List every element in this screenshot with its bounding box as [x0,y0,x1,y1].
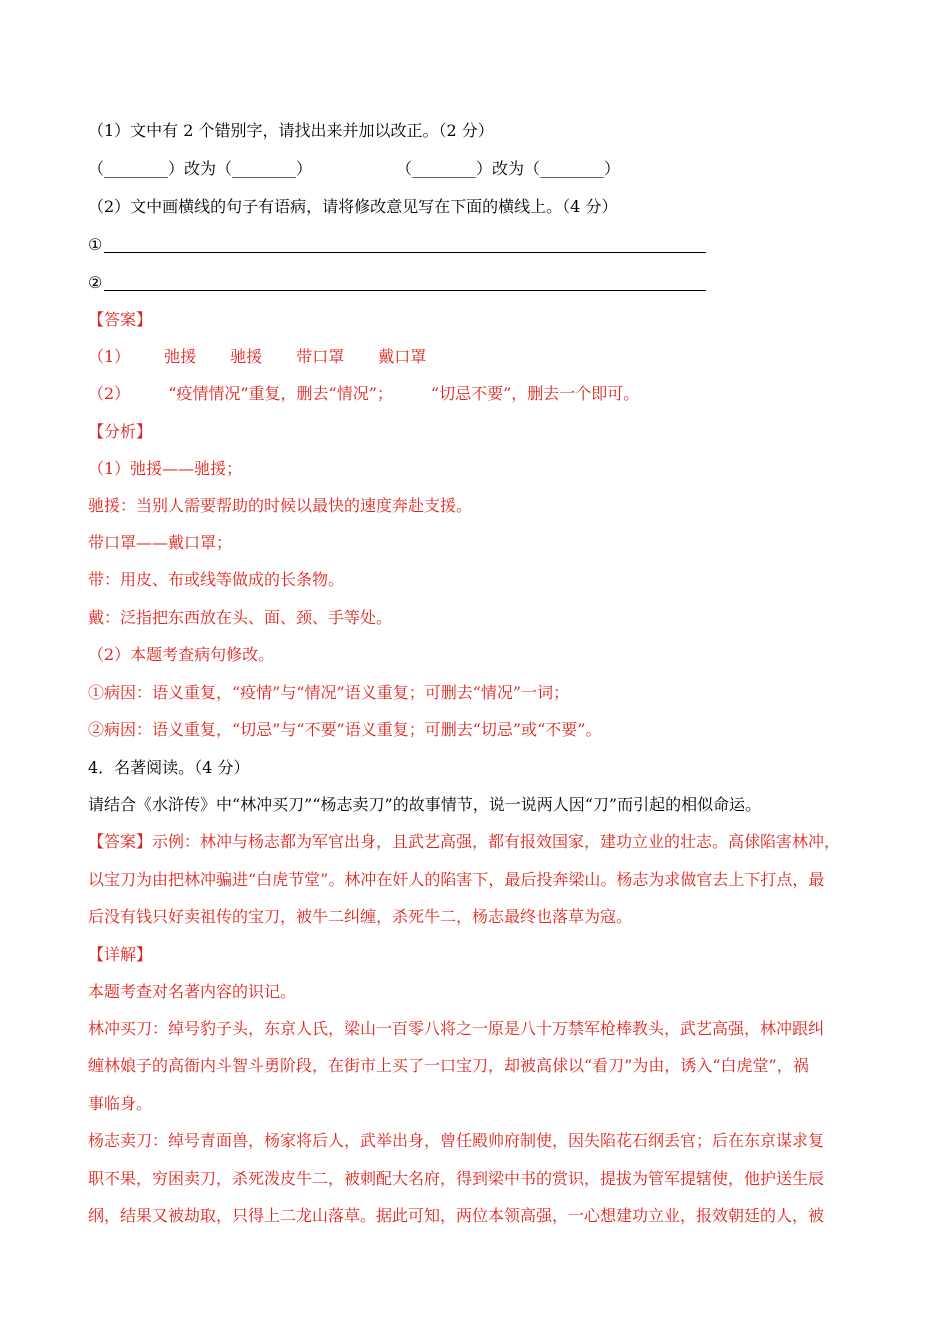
answer-line-1 [104,252,706,253]
answer3-line1 [88,346,426,368]
answer3-item: 带口罩 [296,347,345,366]
detail4-line: 林冲买刀：绰号豹子头，东京人氏，梁山一百零八将之一原是八十万禁军枪棒教头，武艺高强，林冲跟纠 [88,1019,825,1038]
detail4-line: 杨志卖刀：绰号青面兽，杨家将后人，武举出身，曾任殿帅府制使，因失陷花石纲丢官；后在东京谋求复 [88,1131,825,1150]
answer3-item: 戴口罩 [378,347,427,366]
analysis3-line: （2）本题考查病句修改。 [88,645,275,664]
detail4-line: 缠林娘子的高衙内斗智斗勇阶段，在街市上买了一口宝刀，却被高俅以“看刀”为由，诱入“白虎堂”，祸 [88,1056,809,1075]
analysis3-line: ①病因：语义重复，“疫情”与“情况”语义重复；可删去“情况”一词； [88,683,570,702]
answer3-heading: 【答案】 [88,310,153,329]
answer4-line: 后没有钱只好卖祖传的宝刀，被牛二纠缠，杀死牛二，杨志最终也落草为寇。 [88,907,633,926]
analysis3-line: ②病因：语义重复，“切忌”与“不要”语义重复；可删去“切忌”或“不要”。 [88,720,602,739]
answer3-item: 驰援 [230,347,263,366]
q4-prompt: 请结合《水浒传》中“林冲买刀”“杨志卖刀”的故事情节，说一说两人因“刀”而引起的相似命运。 [88,795,762,814]
q4-title: 4．名著阅读。（4 分） [88,758,250,777]
answer4-line: 【答案】示例：林冲与杨志都为军官出身，且武艺高强，都有报效国家，建功立业的壮志。高俅陷害林冲， [88,832,841,851]
detail4-line: 职不果，穷困卖刀，杀死泼皮牛二，被刺配大名府，得到梁中书的赏识，提拔为管军提辖使，他护送生辰 [88,1169,825,1188]
q3-sub2: （2）文中画横线的句子有语病，请将修改意见写在下面的横线上。（4 分） [88,197,618,216]
analysis3-line: （1）弛援——驰援； [88,459,243,478]
analysis3-line: 带口罩——戴口罩； [88,533,233,552]
analysis3-line: 带：用皮、布或线等做成的长条物。 [88,570,345,589]
q3-blank-row [88,158,620,180]
analysis3-heading: 【分析】 [88,422,153,441]
detail4-heading: 【详解】 [88,945,153,964]
answer-line-2-mark: ② [88,273,103,292]
answer-line-1-mark: ① [88,235,103,254]
blank-pair-left: （________）改为（________） [88,159,313,178]
answer-line-2 [104,290,706,291]
answer3-item: 弛援 [164,347,197,366]
detail4-line: 本题考查对名著内容的识记。 [88,982,297,1001]
answer4-line: 以宝刀为由把林冲骗进“白虎节堂”。林冲在奸人的陷害下，最后投奔梁山。杨志为求做官去上下打点，最 [88,870,825,889]
q3-sub1: （1）文中有 2 个错别字，请找出来并加以改正。（2 分） [88,121,494,140]
blank-pair-right: （________）改为（________） [396,159,621,178]
answer3-label2: （2） [88,384,131,403]
analysis3-line: 戴：泛指把东西放在头、面、颈、手等处。 [88,608,393,627]
answer3-line2 [88,383,639,405]
answer3-part2: “切忌不要”，删去一个即可。 [430,384,640,403]
answer3-part1: “疫情情况”重复，删去“情况”； [168,384,393,403]
detail4-line: 事临身。 [88,1094,153,1113]
answer3-label1: （1） [88,347,131,366]
analysis3-line: 驰援：当别人需要帮助的时候以最快的速度奔赴支援。 [88,496,473,515]
detail4-line: 纲，结果又被劫取，只得上二龙山落草。据此可知，两位本领高强，一心想建功立业，报效朝廷的人，被 [88,1206,825,1225]
